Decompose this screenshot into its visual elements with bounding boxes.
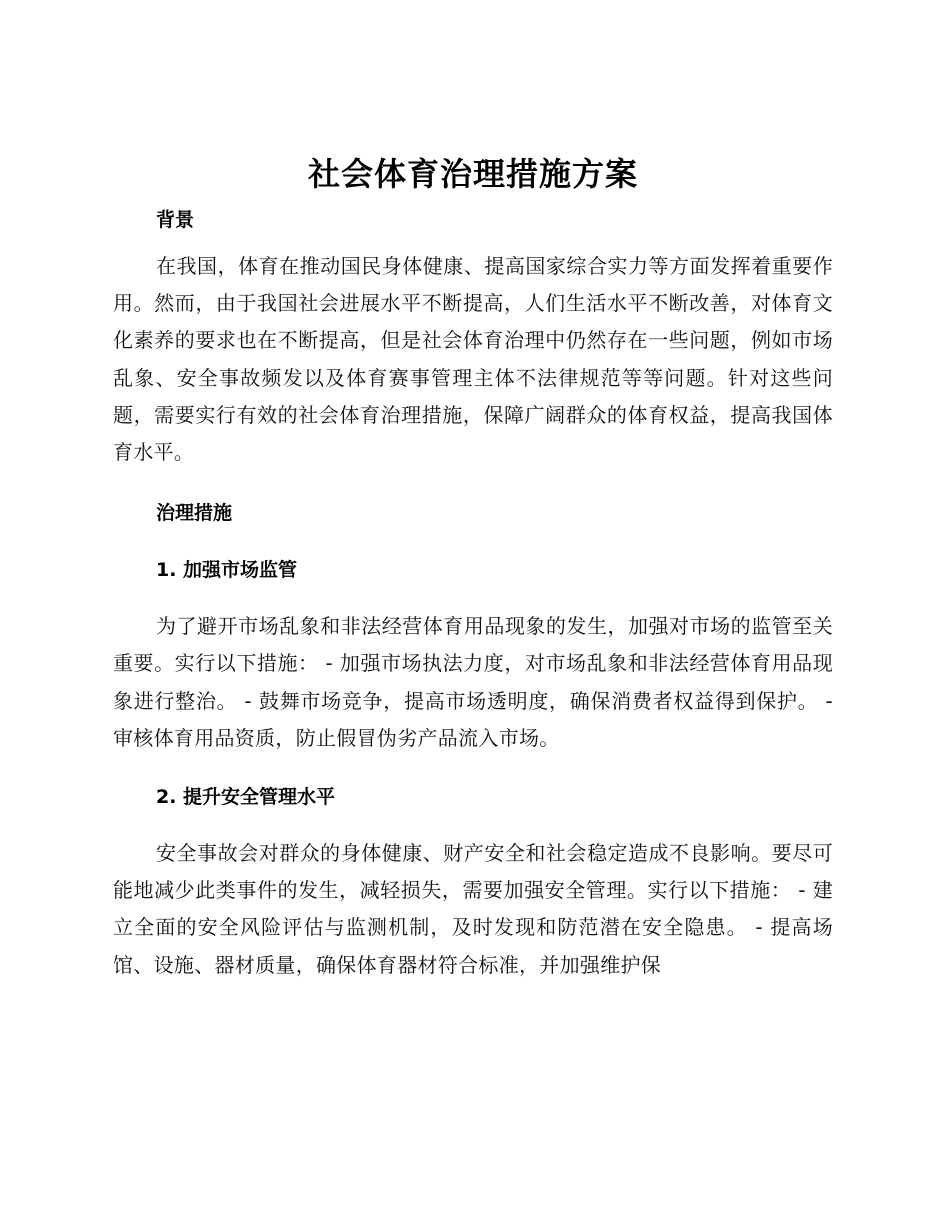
section-paragraph-background: 在我国，体育在推动国民身体健康、提高国家综合实力等方面发挥着重要作用。然而，由于我国社会进展水平不断提高，人们生活水平不断改善，对体育文化素养的要求也在不断提高，但是社会体育治理中仍然存在一些问题，例如市场乱象、安全事故频发以及体育赛事管理主体不法律规范等等问题。针对这些问题，需要实行有效的社会体育治理措施，保障广阔群众的体育权益，提高我国体育水平。 <box>113 254 833 465</box>
subsection-heading-market-supervision: 1. 加强市场监管 <box>156 559 298 582</box>
subsection-paragraph-safety-management: 安全事故会对群众的身体健康、财产安全和社会稳定造成不良影响。要尽可能地减少此类事件的发生，减轻损失，需要加强安全管理。实行以下措施： - 建立全面的安全风险评估与监测机制，及时发现和防范潜在安全隐患。 - 提高场馆、设施、器材质量，确保体育器材符合标准，并加强维护保 <box>113 841 833 977</box>
subsection-paragraph-market-supervision: 为了避开市场乱象和非法经营体育用品现象的发生，加强对市场的监管至关重要。实行以下措施： - 加强市场执法力度，对市场乱象和非法经营体育用品现象进行整治。 - 鼓舞市场竞争，提高市场透明度，确保消费者权益得到保护。 - 审核体育用品资质，防止假冒伪劣产品流入市场。 <box>113 614 833 750</box>
document-body <box>113 150 833 984</box>
subsection-heading-safety-management: 2. 提升安全管理水平 <box>156 786 336 809</box>
section-heading-background: 背景 <box>156 209 195 231</box>
document-title: 社会体育治理措施方案 <box>307 155 638 193</box>
section-heading-measures: 治理措施 <box>156 502 233 525</box>
